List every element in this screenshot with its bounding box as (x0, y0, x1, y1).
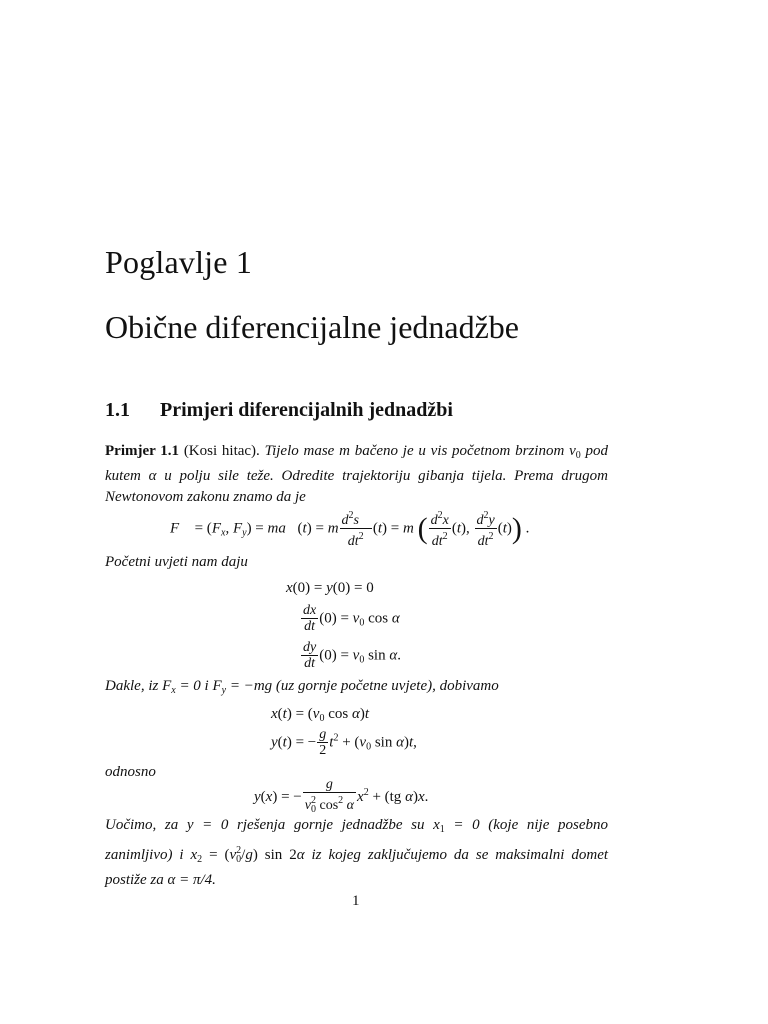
chapter-label: Poglavlje 1 (105, 244, 253, 280)
page-number: 1 (352, 893, 360, 909)
example-paragraph (105, 441, 608, 508)
uocimo-paragraph: Uočimo, za y = 0 rješenja gornje jednadžbe su $x_1 = 0$ (koje nije posebno zanimljivo) i $x_2 = (v^2_0/g)$ sin 2α iz kojeg zaključujemo da se maksimalni domet postiže za α = π/4. (105, 817, 609, 888)
initial-conditions-text: Početni uvjeti nam daju (105, 554, 248, 570)
section-heading (105, 399, 453, 422)
section-number: 1.1 (105, 399, 130, 421)
example-text-3: drugom Newtonovom zakonu znamo da je (105, 468, 608, 505)
example-text-1: Tijelo mase m bačeno je u vis početnom brzinom (264, 443, 565, 459)
example-name: (Kosi hitac). (183, 443, 260, 459)
example-text-2: $v_0$ pod kutem α u polju sile teže. Odredite trajektoriju gibanja tijela. Prema (105, 443, 609, 484)
initial-eq-3: $\frac{dy}{dt}$ $(0) = v_0$ sin α. (303, 640, 401, 671)
dakle-text: Dakle, iz $F_x = 0$ i $F_y = -mg$ (uz gornje početne uvjete), dobivamo (105, 678, 499, 696)
solution-y: y(t) = − $\frac{g}{2}$ $t^2 + (v_0$ sin α)t, (271, 727, 417, 758)
initial-eq-1: x(0) = y(0) = 0 (286, 580, 374, 596)
solution-x: $x(t) = (v_0$ cos α)t (271, 706, 370, 724)
section-title: Primjeri diferencijalnih jednadžbi (160, 399, 453, 421)
trajectory-equation: y(x) = − $\frac{g}{v^2_0 \cos^2 \alpha}$ $x^2 + (tg$ α)x. (254, 777, 428, 818)
example-label: Primjer 1.1 (105, 443, 180, 459)
initial-eq-2: $\frac{dx}{dt}$ $(0) = v_0$ cos α (303, 603, 400, 634)
newton-equation: F⃗ = ($F_x$, $F_y$) = ma⃗(t) = m $\frac{d^2s⃗}{dt^2}$ (t) = m ( $\frac{d^2x}{dt^2}$ (t), $\frac{d^2y}{dt^2}$ (t)) . (170, 510, 530, 549)
odnosno-text: odnosno (105, 764, 156, 780)
chapter-title: Obične diferencijalne jednadžbe (105, 309, 519, 345)
